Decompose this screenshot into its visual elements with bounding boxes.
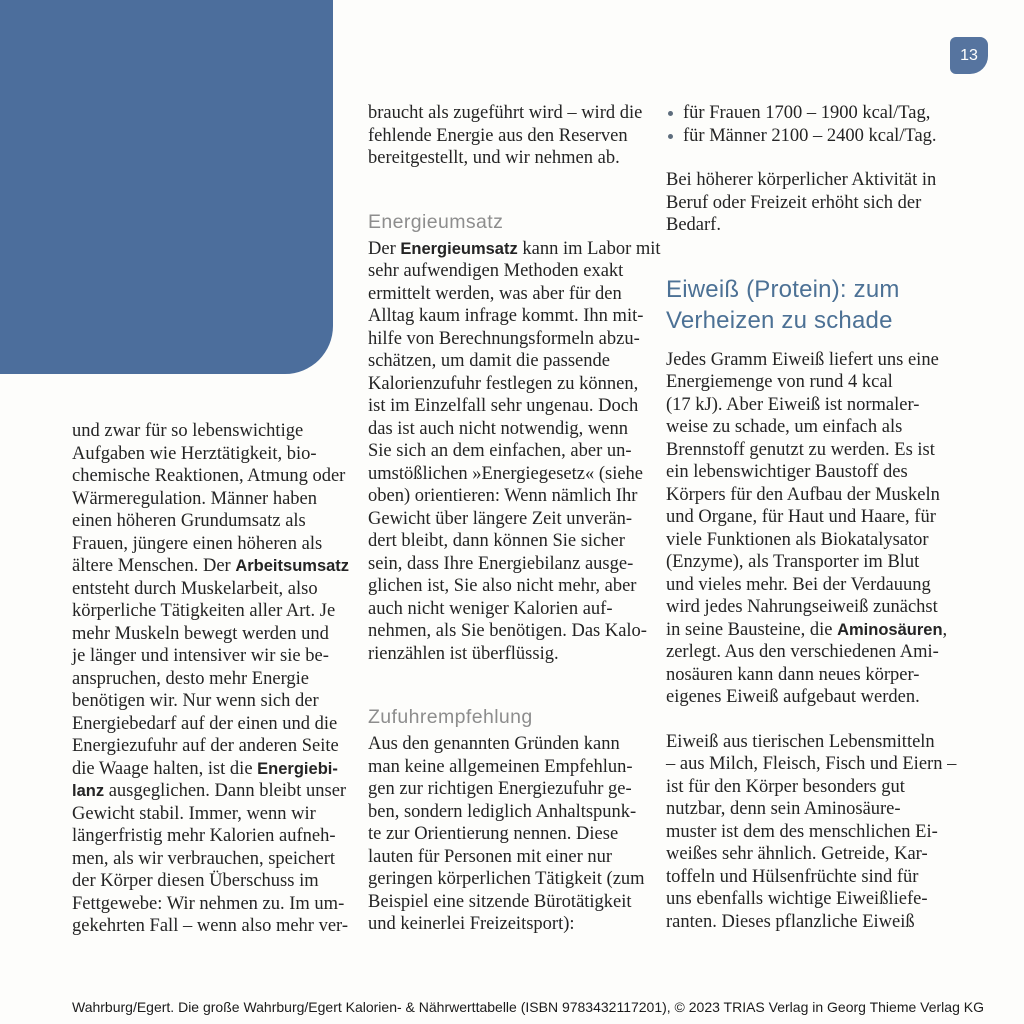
body-paragraph: braucht als zugeführt wird – wird die fehlende Energie aus den Reserven bereitgestellt, und wir nehmen ab. (368, 103, 643, 168)
body-paragraph: Eiweiß aus tierischen Lebensmitteln – aus Milch, Fleisch, Fisch und Eiern – ist für den Körper besonders gut nutzbar, denn sein Aminosäure- muster ist dem des menschlichen Ei- weißes sehr ähnlich. Getreide, Kar- toffeln und Hülsenfrüchte sind für uns ebenfalls wichtige Eiweißliefe- ranten. Dieses pflanzliche Eiweiß (666, 731, 957, 932)
body-paragraph: und zwar für so lebenswichtige Aufgaben wie Herztätigkeit, bio- chemische Reaktionen, Atmung oder Wärmeregulation. Männer haben einen höheren Grundumsatz als Frauen, jüngere einen höheren als ältere Menschen. Der Arbeitsumsatz entsteht durch Muskelarbeit, also körperliche Tätigkeiten aller Art. Je mehr Muskeln bewegt werden und je länger und intensiver wir sie be- anspruchen, desto mehr Energie benötigen wir. Nur wenn sich der Energiebedarf auf der einen und die Energiezufuhr auf der anderen Seite die Waage halten, ist die Energiebi- lanz ausgeglichen. Dann bleibt unser Gewicht stabil. Immer, wenn wir längerfristig mehr Kalorien aufneh- men, als wir verbrauchen, speichert der Körper diesen Überschuss im Fettgewebe: Wir nehmen zu. Im um- gekehrten Fall – wenn also mehr ver- (72, 421, 350, 936)
bold-term: Arbeitsumsatz (235, 557, 350, 575)
section-subheading: Zufuhrempfehlung (368, 706, 533, 728)
body-paragraph: Der Energieumsatz kann im Labor mit sehr aufwendigen Methoden exakt ermittelt werden, was aber für den Alltag kaum infrage kommt. Ihn mit- hilfe von Berechnungsformeln abzu- schätzen, um damit die passende Kalorienzufuhr festlegen zu können, ist im Einzelfall sehr ungenau. Doch das ist auch nicht notwendig, wenn Sie sich an dem einfachen, aber un- umstößlichen »Energiegesetz« (siehe oben) orientieren: Wenn nämlich Ihr Gewicht über längere Zeit unverän- dert bleibt, dann können Sie sicher sein, dass Ihre Energiebilanz ausge- glichen ist, Sie also nicht mehr, aber auch nicht weniger Kalorien auf- nehmen, als Sie benötigen. Das Kalo- rienzählen ist überflüssig. (368, 238, 661, 664)
footer-credit: Wahrburg/Egert. Die große Wahrburg/Egert Kalorien- & Nährwerttabelle (ISBN 9783432117201), © 2023 TRIAS Verlag in Georg Thieme Verlag KG (72, 999, 984, 1015)
bold-term: Energiebi- (257, 759, 338, 778)
bullet-item: für Frauen 1700 – 1900 kcal/Tag, (666, 102, 942, 125)
bold-term: Aminosäuren (837, 620, 943, 639)
body-paragraph: Bei höherer körperlicher Aktivität in Beruf oder Freizeit erhöht sich der Bedarf. (666, 170, 937, 235)
bullet-item: für Männer 2100 – 2400 kcal/Tag. (666, 125, 942, 148)
column-right (666, 102, 957, 933)
column-left (72, 420, 350, 938)
article-heading: Eiweiß (Protein): zum Verheizen zu schade (666, 275, 900, 334)
column-middle (368, 102, 661, 936)
bold-term: lanz (72, 782, 105, 800)
bold-term: Energieumsatz (400, 239, 518, 258)
page-number-badge (950, 37, 988, 74)
bullet-list (666, 102, 942, 147)
page-number: 13 (960, 46, 978, 64)
body-paragraph: Aus den genannten Gründen kann man keine allgemeinen Empfehlun- gen zur richtigen Energiezufuhr ge- ben, sondern lediglich Anhaltspunk- te zur Orientierung nennen. Diese lauten für Personen mit einer nur geringen körperlichen Tätigkeit (zum Beispiel eine sitzende Bürotätigkeit und keinerlei Freizeitsport): (368, 734, 645, 934)
photo-image-block (0, 0, 333, 374)
section-subheading: Energieumsatz (368, 210, 504, 233)
body-paragraph: Jedes Gramm Eiweiß liefert uns eine Energiemenge von rund 4 kcal (17 kJ). Aber Eiweiß ist normaler- weise zu schade, um einfach als Brennstoff genutzt zu werden. Es ist ein lebenswichtiger Baustoff des Körpers für den Aufbau der Muskeln und Organe, für Haut und Haare, für viele Funktionen als Biokatalysator (Enzyme), als Transporter im Blut und vieles mehr. Bei der Verdauung wird jedes Nahrungseiweiß zunächst in seine Bausteine, die Aminosäuren, zerlegt. Aus den verschiedenen Ami- nosäuren kann dann neues körper- eigenes Eiweiß aufgebaut werden. (666, 349, 948, 707)
